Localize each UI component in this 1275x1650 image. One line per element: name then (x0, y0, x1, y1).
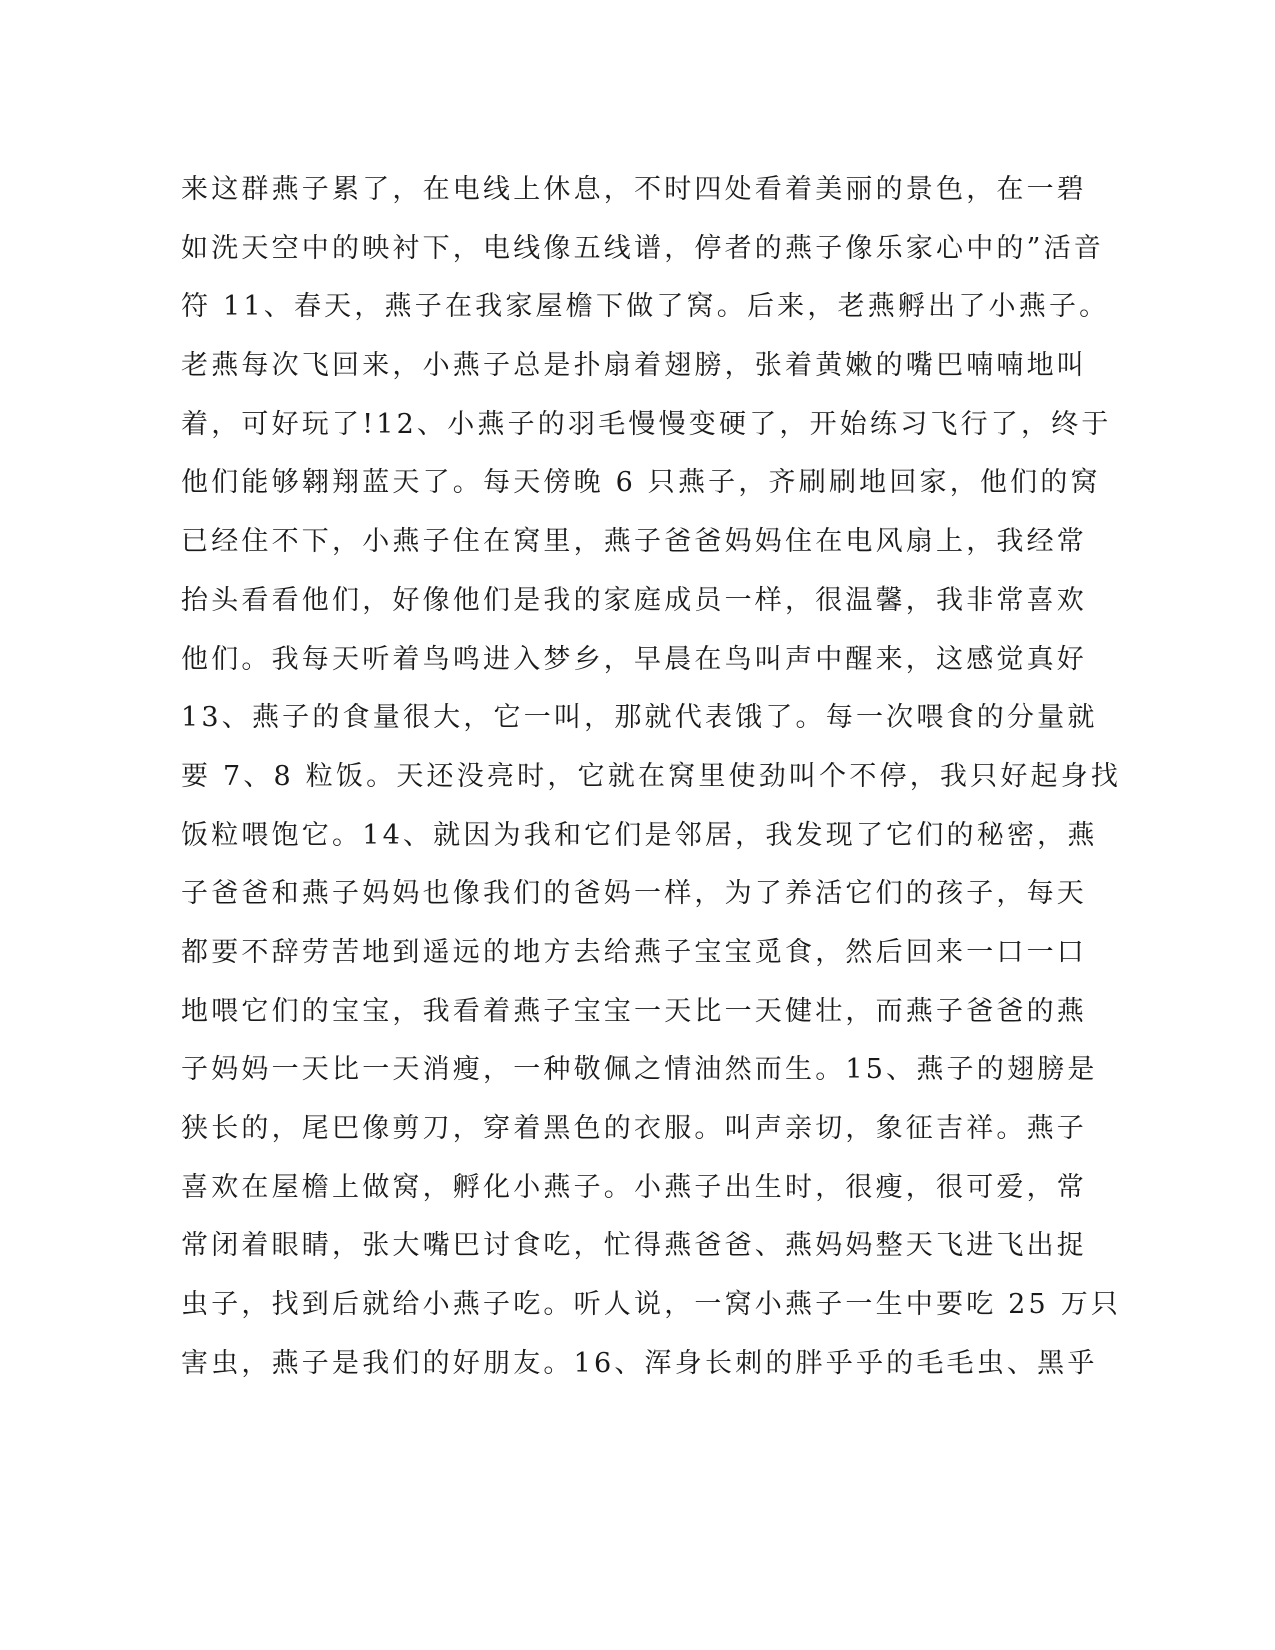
text-line: 害虫，燕子是我们的好朋友。16、浑身长刺的胖乎乎的毛毛虫、黑乎 (181, 1347, 1098, 1379)
text-line: 狭长的，尾巴像剪刀，穿着黑色的衣服。叫声亲切，象征吉祥。燕子 (181, 1113, 1087, 1144)
text-line: 虫子，找到后就给小燕子吃。听人说，一窝小燕子一生中要吃 25 万只 (181, 1289, 1122, 1321)
text-line: 来这群燕子累了，在电线上休息，不时四处看着美丽的景色，在一碧 (181, 174, 1087, 205)
text-line: 老燕每次飞回来，小燕子总是扑扇着翅膀，张着黄嫩的嘴巴喃喃地叫 (181, 350, 1087, 382)
text-line: 着，可好玩了!12、小燕子的羽毛慢慢变硬了，开始练习飞行了，终于 (181, 408, 1112, 440)
text-line: 他们能够翱翔蓝天了。每天傍晚 6 只燕子，齐刷刷地回家，他们的窝 (181, 467, 1101, 499)
text-line: 饭粒喂饱它。14、就因为我和它们是邻居，我发现了它们的秘密，燕 (181, 819, 1098, 851)
text-line: 喜欢在屋檐上做窝，孵化小燕子。小燕子出生时，很瘦，很可爱，常 (181, 1171, 1087, 1203)
text-line: 13、燕子的食量很大，它一叫，那就代表饿了。每一次喂食的分量就 (181, 702, 1098, 734)
text-line: 要 7、8 粒饭。天还没亮时，它就在窝里使劲叫个不停，我只好起身找 (181, 760, 1122, 792)
text-line: 符 11、春天，燕子在我家屋檐下做了窝。后来，老燕孵出了小燕子。 (181, 291, 1110, 323)
body-text (181, 161, 1122, 1393)
text-line: 他们。我每天听着鸟鸣进入梦乡，早晨在鸟叫声中醒来，这感觉真好 (181, 643, 1087, 675)
text-line: 子妈妈一天比一天消瘦，一种敬佩之情油然而生。15、燕子的翅膀是 (181, 1054, 1098, 1086)
text-line: 子爸爸和燕子妈妈也像我们的爸妈一样，为了养活它们的孩子，每天 (181, 878, 1087, 910)
text-line: 抬头看看他们，好像他们是我的家庭成员一样，很温馨，我非常喜欢 (181, 584, 1087, 616)
text-line: 已经住不下，小燕子住在窝里，燕子爸爸妈妈住在电风扇上，我经常 (181, 526, 1087, 558)
text-line: 地喂它们的宝宝，我看着燕子宝宝一天比一天健壮，而燕子爸爸的燕 (181, 995, 1087, 1027)
text-line: 如洗天空中的映衬下，电线像五线谱，停者的燕子像乐家心中的”活音 (181, 232, 1105, 264)
text-line: 常闭着眼睛，张大嘴巴讨食吃，忙得燕爸爸、燕妈妈整天飞进飞出捉 (181, 1230, 1087, 1262)
text-line: 都要不辞劳苦地到遥远的地方去给燕子宝宝觅食，然后回来一口一口 (181, 936, 1087, 968)
